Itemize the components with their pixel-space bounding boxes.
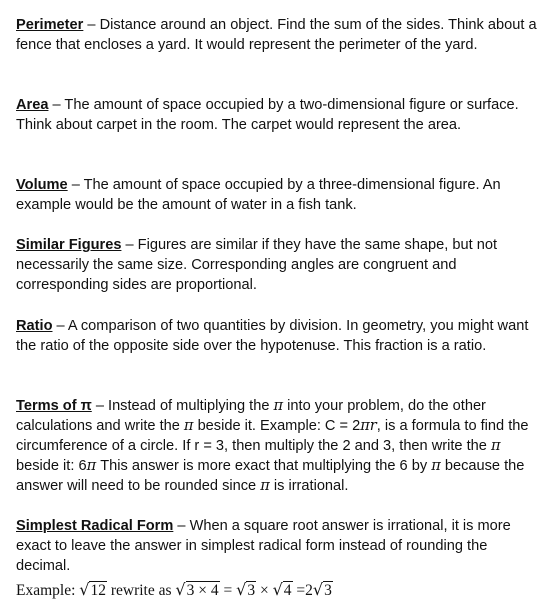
definition-area: The amount of space occupied by a two-dimensional figure or surface. Think about carpet in the room. The carpet would represent the area.: [16, 97, 519, 133]
entry-volume: [16, 175, 540, 215]
radical-sqrt-4: [273, 582, 293, 599]
math-symbol: π: [490, 437, 501, 454]
math-symbol: πr: [360, 417, 377, 434]
definition-text: because the answer will need to be rounded since: [16, 458, 525, 494]
definition-text: , is a formula to find the circumference of a circle. If r = 3, then multiply the 2 and 3, then write the: [16, 418, 529, 454]
definition-ratio: A comparison of two quantities by division. In geometry, you might want the ratio of the opposite side over the hypotenuse. This fraction is a ratio.: [16, 318, 529, 354]
radical-sign-icon: √: [312, 580, 324, 599]
radical-sign-icon: √: [272, 580, 283, 599]
separator: –: [83, 17, 100, 33]
definition-similar-figures: Figures are similar if they have the same shape, but not necessarily the same size. Corresponding angles are congruent and corresponding sides are proportional.: [16, 237, 498, 293]
equals-sign: =: [296, 582, 306, 599]
math-symbol: π: [86, 457, 97, 474]
radical-sign-icon: √: [175, 580, 186, 599]
term-terms-of-pi: Terms of π: [16, 398, 92, 414]
definition-text: into your problem, do the other calculations and write the: [16, 398, 486, 434]
equals-sign: =: [223, 582, 233, 599]
radical-sqrt-12: [79, 582, 107, 599]
definition-text: beside it. Example: C = 2: [193, 418, 361, 434]
entry-terms-of-pi: [16, 396, 540, 496]
rewrite-text: rewrite as: [110, 582, 172, 599]
math-symbol: π: [431, 457, 441, 474]
definition-perimeter: Distance around an object. Find the sum of the sides. Think about a fence that encloses a yard. It would represent the perimeter of the yard.: [16, 17, 537, 53]
entry-similar-figures: [16, 235, 540, 295]
radicand: 12: [90, 582, 106, 599]
radical-sign-icon: √: [79, 580, 90, 599]
definition-text: is irrational.: [269, 478, 349, 494]
separator: –: [52, 318, 68, 334]
separator: –: [91, 398, 109, 414]
radical-sqrt-3-result: [313, 582, 333, 599]
definition-simplest-radical-form: When a square root answer is irrational, it is more exact to leave the answer in simplest radical form instead of rounding the decimal.: [16, 518, 511, 574]
math-symbol: π: [260, 477, 270, 494]
example-label: Example:: [16, 582, 76, 599]
entry-area: [16, 95, 540, 135]
entry-simplest-radical-form: [16, 516, 540, 576]
entry-perimeter: [16, 15, 540, 55]
separator: –: [173, 518, 190, 534]
times-sign: ×: [259, 582, 269, 599]
definition-text: beside it: 6: [16, 458, 87, 474]
term-volume: Volume: [16, 177, 68, 193]
term-area: Area: [16, 97, 49, 113]
term-simplest-radical-form: Simplest Radical Form: [16, 518, 174, 534]
separator: –: [48, 97, 65, 113]
radicand: 4: [283, 582, 292, 599]
radical-example: [16, 579, 540, 602]
radical-sqrt-3x4: [175, 582, 219, 599]
separator: –: [67, 177, 84, 193]
math-symbol: π: [183, 417, 194, 434]
entry-ratio: [16, 316, 540, 356]
radical-sign-icon: √: [236, 580, 247, 599]
definition-text: This answer is more exact that multiplying the 6 by: [96, 458, 432, 474]
coefficient: 2: [305, 582, 313, 599]
radical-sqrt-3: [236, 582, 256, 599]
radicand: 3 × 4: [186, 582, 219, 599]
radicand: 3: [324, 582, 332, 599]
term-ratio: Ratio: [16, 318, 53, 334]
definition-text: Instead of multiplying the: [108, 398, 274, 414]
definition-volume: The amount of space occupied by a three-dimensional figure. An example would be the amount of water in a fish tank.: [16, 177, 501, 213]
radicand: 3: [247, 582, 256, 599]
separator: –: [121, 237, 138, 253]
term-perimeter: Perimeter: [16, 17, 84, 33]
term-similar-figures: Similar Figures: [16, 237, 122, 253]
math-symbol: π: [273, 397, 284, 414]
